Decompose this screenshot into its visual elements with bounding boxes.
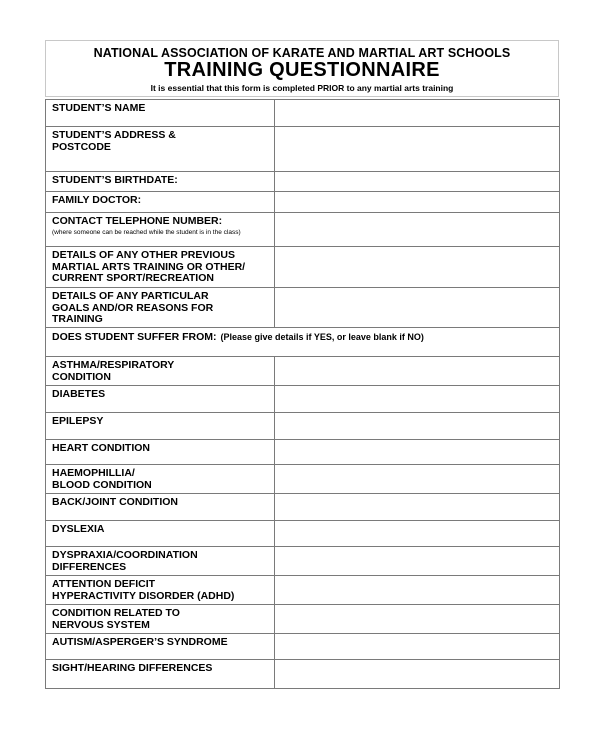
condition-label: DIABETES xyxy=(46,386,275,413)
condition-row-sight-hearing xyxy=(46,660,560,689)
birthdate-field[interactable] xyxy=(275,172,560,192)
diabetes-details-field[interactable] xyxy=(275,386,560,413)
field-label: DETAILS OF ANY PARTICULAR GOALS AND/OR REASONS FOR TRAINING xyxy=(46,288,275,328)
notice-emphasis: PRIOR xyxy=(317,83,345,93)
condition-label: CONDITION RELATED TO NERVOUS SYSTEM xyxy=(46,605,275,634)
field-row-family-doctor xyxy=(46,192,560,213)
contact-telephone-label: CONTACT TELEPHONE NUMBER: xyxy=(52,215,223,227)
asthma-details-field[interactable] xyxy=(275,357,560,386)
condition-label: ATTENTION DEFICIT HYPERACTIVITY DISORDER (ADHD) xyxy=(46,576,275,605)
conditions-section-cell xyxy=(46,328,560,357)
conditions-section-note: (Please give details if YES, or leave blank if NO) xyxy=(220,332,424,342)
field-row-training-goals xyxy=(46,288,560,328)
condition-label: DYSPRAXIA/COORDINATION DIFFERENCES xyxy=(46,547,275,576)
notice-text-after: to any martial arts training xyxy=(344,83,454,93)
form-title: TRAINING QUESTIONNAIRE xyxy=(164,59,440,81)
field-label: FAMILY DOCTOR: xyxy=(46,192,275,213)
student-address-field[interactable] xyxy=(275,127,560,172)
adhd-details-field[interactable] xyxy=(275,576,560,605)
previous-training-field[interactable] xyxy=(275,247,560,288)
field-label: DETAILS OF ANY OTHER PREVIOUS MARTIAL ARTS TRAINING OR OTHER/ CURRENT SPORT/RECREATION xyxy=(46,247,275,288)
conditions-section-header xyxy=(46,328,560,357)
condition-row-autism xyxy=(46,634,560,660)
field-row-student-name xyxy=(46,100,560,127)
condition-label: SIGHT/HEARING DIFFERENCES xyxy=(46,660,275,689)
haemophillia-details-field[interactable] xyxy=(275,465,560,494)
heart-condition-details-field[interactable] xyxy=(275,440,560,465)
questionnaire-table xyxy=(45,99,560,689)
completion-notice xyxy=(46,83,558,93)
condition-row-haemophillia xyxy=(46,465,560,494)
back-joint-details-field[interactable] xyxy=(275,494,560,521)
family-doctor-field[interactable] xyxy=(275,192,560,213)
condition-row-dyslexia xyxy=(46,521,560,547)
dyslexia-details-field[interactable] xyxy=(275,521,560,547)
nervous-system-details-field[interactable] xyxy=(275,605,560,634)
condition-label: DYSLEXIA xyxy=(46,521,275,547)
condition-label: AUTISM/ASPERGER’S SYNDROME xyxy=(46,634,275,660)
contact-telephone-note: (where someone can be reached while the student is in the class) xyxy=(52,228,241,236)
epilepsy-details-field[interactable] xyxy=(275,413,560,440)
field-row-birthdate xyxy=(46,172,560,192)
condition-row-adhd xyxy=(46,576,560,605)
condition-label: EPILEPSY xyxy=(46,413,275,440)
autism-details-field[interactable] xyxy=(275,634,560,660)
condition-label: ASTHMA/RESPIRATORY CONDITION xyxy=(46,357,275,386)
condition-label: HAEMOPHILLIA/ BLOOD CONDITION xyxy=(46,465,275,494)
field-row-student-address xyxy=(46,127,560,172)
training-goals-field[interactable] xyxy=(275,288,560,328)
notice-text-before: It is essential that this form is completed xyxy=(150,83,318,93)
condition-row-back-joint xyxy=(46,494,560,521)
condition-row-heart xyxy=(46,440,560,465)
student-name-field[interactable] xyxy=(275,100,560,127)
field-label: STUDENT’S ADDRESS & POSTCODE xyxy=(46,127,275,172)
form-header xyxy=(45,40,559,97)
condition-label: HEART CONDITION xyxy=(46,440,275,465)
condition-row-nervous-system xyxy=(46,605,560,634)
field-label: STUDENT’S BIRTHDATE: xyxy=(46,172,275,192)
dyspraxia-details-field[interactable] xyxy=(275,547,560,576)
condition-label: BACK/JOINT CONDITION xyxy=(46,494,275,521)
condition-row-epilepsy xyxy=(46,413,560,440)
organization-name: NATIONAL ASSOCIATION OF KARATE AND MARTIAL ART SCHOOLS xyxy=(93,46,511,60)
field-row-contact-telephone xyxy=(46,213,560,247)
condition-row-dyspraxia xyxy=(46,547,560,576)
sight-hearing-details-field[interactable] xyxy=(275,660,560,689)
contact-telephone-field[interactable] xyxy=(275,213,560,247)
field-label: STUDENT’S NAME xyxy=(46,100,275,127)
condition-row-diabetes xyxy=(46,386,560,413)
field-row-previous-training xyxy=(46,247,560,288)
conditions-section-label: DOES STUDENT SUFFER FROM: xyxy=(52,331,217,343)
field-label xyxy=(46,213,275,247)
condition-row-asthma xyxy=(46,357,560,386)
